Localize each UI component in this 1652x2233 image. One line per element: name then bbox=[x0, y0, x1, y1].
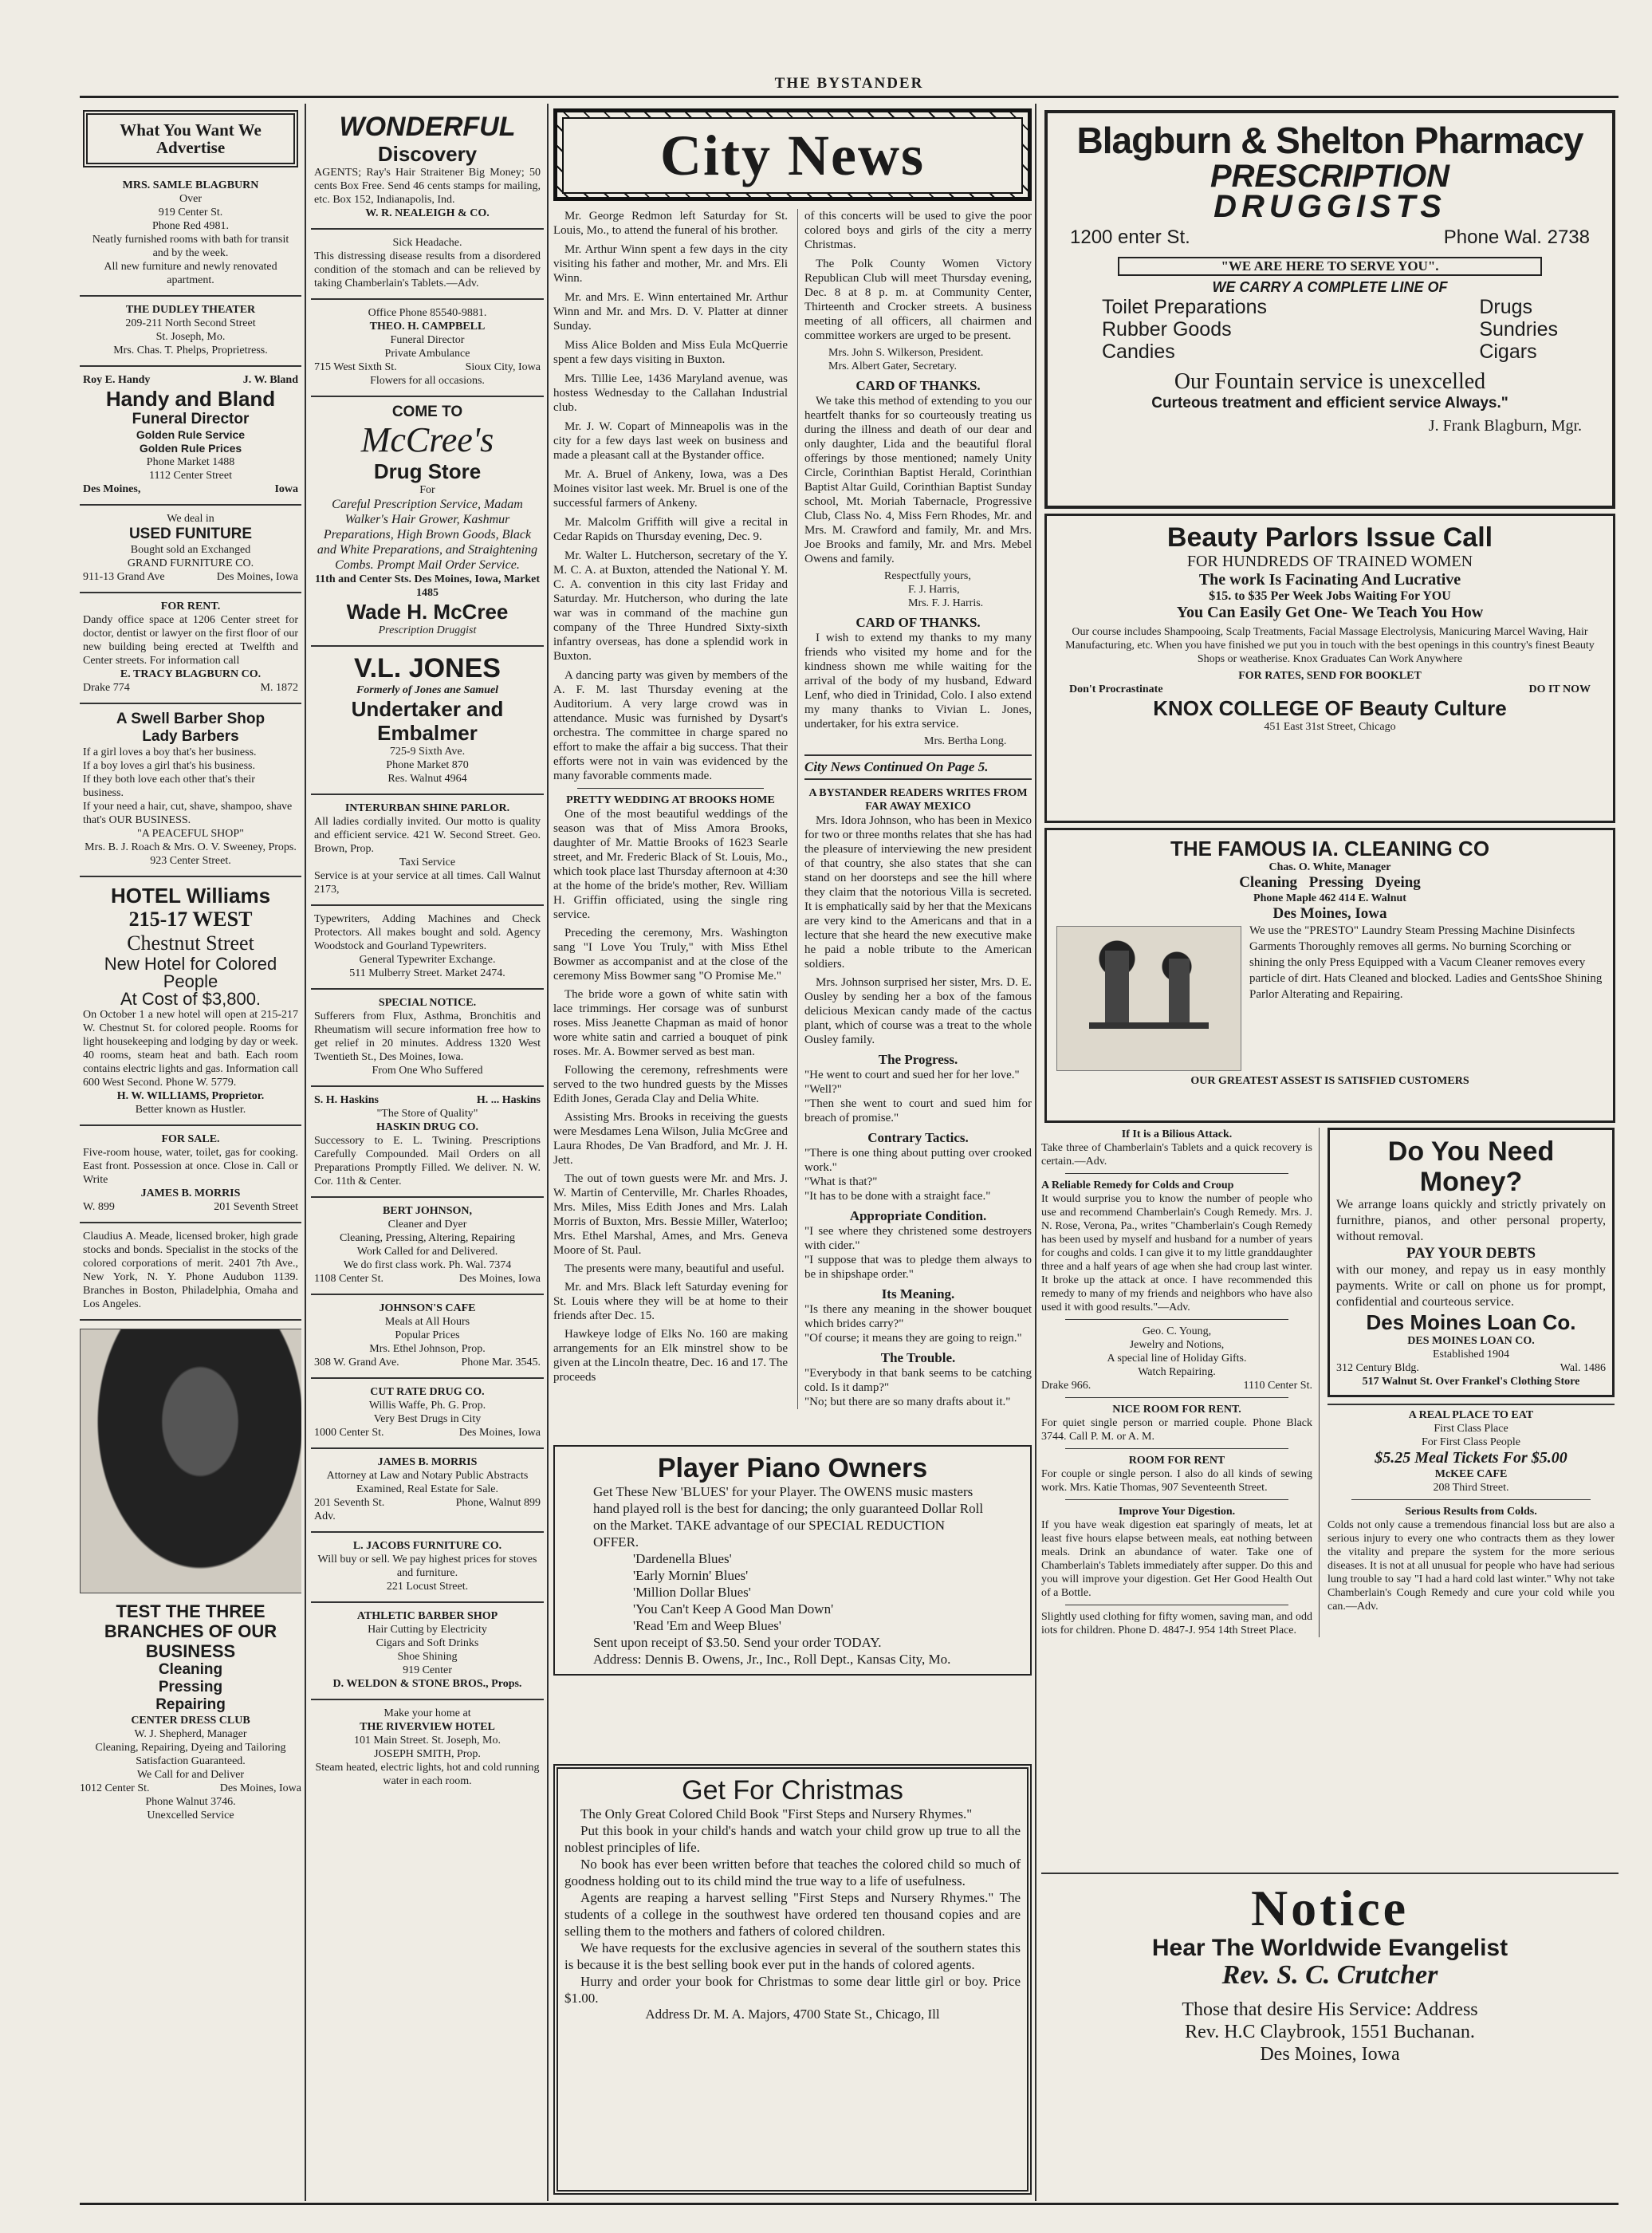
ad-wonderful-discovery: WONDERFUL Discovery AGENTS; Ray's Hair Straitener Big Money; 50 cents Box Free. Send 46 cents stamps for mailing, etc. Box 152, Indianapolis, Ind. W. R. NEALEIGH & CO. bbox=[311, 105, 544, 230]
column-rule-3 bbox=[1035, 104, 1036, 2201]
ad-geo-young: Geo. C. Young, Jewelry and Notions, A special line of Holiday Gifts. Watch Repairing. Drake 966. 1110 Center St. bbox=[1041, 1325, 1312, 1392]
ad-center-dress-club: TEST THE THREE BRANCHES OF OUR BUSINESS Cleaning Pressing Repairing CENTER DRESS CLUB W. J. Shepherd, Manager Cleaning, Repairing, Dyeing and Tailoring Satisfaction Guaranteed. We Call for and Deliver 1012 Center St. Des Moines, Iowa Phone Walnut 3746. Unexcelled Service bbox=[80, 1601, 301, 1821]
ad-meade-broker: Claudius A. Meade, licensed broker, high grade stocks and bonds. Specialist in the stocks of the colored corporations of merit. 2401 7th Ave., New York, N. Y. Phone Audubon 1139. Branches in Boston, Philadelphia, Omaha and Los Angeles. bbox=[80, 1223, 301, 1321]
ad-riverview-hotel: Make your home at THE RIVERVIEW HOTEL 101 Main Street. St. Joseph, Mo. JOSEPH SMITH, Prop. Steam heated, electric lights, hot and cold running water in each room. bbox=[315, 1707, 540, 1787]
column-rule-2 bbox=[547, 104, 549, 2201]
wedding-heading: PRETTY WEDDING AT BROOKS HOME bbox=[566, 794, 775, 806]
mexico-heading: A BYSTANDER READERS WRITES FROM FAR AWAY MEXICO bbox=[808, 787, 1028, 813]
ad-dudley-theater: THE DUDLEY THEATER 209-211 North Second Street St. Joseph, Mo. Mrs. Chas. T. Phelps, Proprietress. bbox=[80, 297, 301, 367]
ad-campbell-funeral: Office Phone 85540-9881. THEO. H. CAMPBELL Funeral Director Private Ambulance 715 West Sixth St. Sioux City, Iowa Flowers for all occasions. bbox=[311, 300, 544, 397]
ad-haskin-drug: S. H. Haskins H. ... Haskins "The Store of Quality" HASKIN DRUG CO. Successory to E. L. Twining. Prescriptions Carefully Compounded. Mail Orders on all Preparations Promptly Filled. We deliver. N. W. Cor. 11th & Center. bbox=[311, 1087, 544, 1198]
ad-get-for-christmas: Get For Christmas The Only Great Colored Child Book "First Steps and Nursery Rhymes." Put this book in your child's hands and watch your child grow up true to all the noblest principles of life. No book has ever been written before that teaches the colored child so much of goodness holding out to its child mind the true way to a life of usefulness. Agents are reaping a harvest selling "First Steps and Nursery Rhymes." The students of a college in the southwest have ordered ten thousand copies and are selling them to the mothers and fathers of colored children. We have requests for the exclusive agencies in several of the southern states this is because it is the best selling book ever put in the hands of colored agents. Hurry and order your book for Christmas to some dear little girl or boy. Price $1.00. Address Dr. M. A. Majors, 4700 State St., Chicago, Ill bbox=[553, 1764, 1032, 2195]
ad-swell-barber-shop: A Swell Barber Shop Lady Barbers If a girl loves a boy that's her business. If a boy loves a girl that's his business. If they both love each other that's their business. If your need a hair, cut, shave, shampoo, shave that's OUR BUSINESS. "A PEACEFUL SHOP" Mrs. B. J. Roach & Mrs. O. V. Sweeney, Props. 923 Center Street. bbox=[80, 704, 301, 877]
ad-player-piano: Player Piano Owners Get These New 'BLUES' for your Player. The OWENS music masters hand played roll is the best for dancing; the only guaranteed Dollar Roll on the Market. TAKE advantage of our SPECIAL REDUCTION OFFER. 'Dardenella Blues' 'Early Mornin' Blues' 'Million Dollar Blues' 'You Can't Keep A Good Man Down' 'Read 'Em and Weep Blues' Sent upon receipt of $3.50. Send your order TODAY. Address: Dennis B. Owens, Jr., Inc., Roll Dept., Kansas City, Mo. bbox=[553, 1445, 1032, 1676]
notice-evangelist: Notice Hear The Worldwide Evangelist Rev. S. C. Crutcher Those that desire His Service: Address Rev. H.C Claybrook, 1551 Buchanan. Des Moines, Iowa bbox=[1041, 1873, 1619, 2066]
ad-johnsons-cafe: JOHNSON'S CAFE Meals at All Hours Popular Prices Mrs. Ethel Johnson, Prop. 308 W. Grand Ave. Phone Mar. 3545. bbox=[311, 1295, 544, 1379]
column-1 bbox=[80, 105, 301, 2203]
ad-sick-headache: Sick Headache. This distressing disease results from a disordered condition of the stomach and can be relieved by taking Chamberlain's Tablets.—Adv. bbox=[311, 230, 544, 300]
ad-cut-rate-drug: CUT RATE DRUG CO. Willis Waffe, Ph. G. Prop. Very Best Drugs in City 1000 Center St. Des Moines, Iowa bbox=[311, 1379, 544, 1449]
column-rule-1 bbox=[305, 104, 306, 2201]
col4-lower bbox=[1041, 1128, 1619, 1637]
city-news-title: City News bbox=[660, 124, 925, 187]
masthead: THE BYSTANDER bbox=[774, 75, 924, 92]
continued-note: City News Continued On Page 5. bbox=[804, 754, 1032, 780]
col4-lower-right: Do You Need Money? We arrange loans quickly and strictly privately on furnithre, pianos, and other personal property, without removal. PAY YOUR DEBTS with our money, and repay us in easy monthly payments. Write or call on phone us for prompt, confidential and courteous service. Des Moines Loan Co. DES MOINES LOAN CO. Established 1904 312 Century Bldg. Wal. 1486 517 Walnut St. Over Frankel's Clothing Store A REAL PLACE TO EAT First Class Place For First Class People $5.25 Meal Tickets For $5.00 McKEE CAFE 208 Third Street. Serious Results from Colds. Colds not only cause a tremendous financial loss but are also a serious injury to every one who contracts them as they lower the vitality and prepare the system for the more serious diseases. It is not at all unusual for people who have had serious lung trouble to say "I had a hard cold last winter." Why not take Chamberlain's Cough Remedy and cure your cold while you can.—Adv. bbox=[1328, 1128, 1615, 1637]
city-news-right: of this concerts will be used to give the poor colored boys and girls of the city a merry Christmas. The Polk County Women Victory Republican Club will meet Thursday evening, Dec. 8 at 8 p. m. at Community Center, Thirteenth and Crocker streets. A business meeting of all officers, all chairmen and committee workers are urged to be present. Mrs. John S. Wilkerson, President. Mrs. Albert Gater, Secretary. CARD OF THANKS. We take this method of extending to you our heartfelt thanks for so courteously treating us during the illness and death of our dear and only daughter, Lida and the beautiful floral offerings by those mentioned; namely Unity Circle, Corinthian Baptist Herald, Corinthian Baptist Altar Guild, Corinthian Baptist Sunday school, Mt. Moriah Tabernacle, Progressive Club, Class No. 4, Miss Fern Rhodes, Mr. and Mrs. M. Crawford and family, Mr. and Mrs. Joe Brooks and family, Mr. and Mrs. Mebel Owens and family. Respectfully yours, F. J. Harris, Mrs. F. J. Harris. CARD OF THANKS. I wish to extend my thanks to my many friends who visited my home and for the kindness shown me while waiting for the arrival of the body of my husband, Edward Lenf, who died in Trinidad, Colo. I also extend my many thanks to Vivian L. Jones, undertaker, for his extra service. Mrs. Bertha Long. City News Continued On Page 5. A BYSTANDER READERS WRITES FROM FAR AWAY MEXICO Mrs. Idora Johnson, who has been in Mexico for two or three months relates that she has had the pleasure of interviewing the new president of that country, she also states that she can stand on her doorsteps and see the hill where they claim that the notorious Villa is secreted. It is emphatically said by her that the Mexicans are very kind to the Americans and that in a lecture that she heard the new executive make he paid a noble tribute to the American soldiers. Mrs. Johnson surprised her sister, Mrs. D. E. Ousley by sending her a box of the famous delicious Mexican candy made of the cactus plant, which of course was a treat to the whole Ousley family. The Progress. "He went to court and sued her for her love." "Well?" "Then she went to court and sued him for breach of promise." Contrary Tactics. "There is one thing about putting over crooked work." "What is that?" "It has to be done with a straight face." Appropriate Condition. "I see where they christened some destroyers with cider." "I suppose that was to pledge them always to be in shipshape order." Its Meaning. "Is there any meaning in the shower bouquet which brides carry?" "Of course; it means they are going to reign." The Trouble. "Everybody in that bank seems to be catching cold. Is it damp?" "No; but there are so many drafts about it." bbox=[797, 209, 1032, 1409]
ad-handy-bland: Roy E. Handy J. W. Bland Handy and Bland Funeral Director Golden Rule Service Golden Rule Prices Phone Market 1488 1112 Center Street Des Moines, Iowa bbox=[80, 367, 301, 506]
bottom-rule bbox=[80, 2203, 1619, 2205]
ad-mckee-cafe: A REAL PLACE TO EAT First Class Place For First Class People $5.25 Meal Tickets For $5.00 McKEE CAFE 208 Third Street. bbox=[1328, 1404, 1615, 1495]
ad-blagburn-shelton-pharmacy: Blagburn & Shelton Pharmacy PRESCRIPTION DRUGGISTS 1200 enter St. Phone Wal. 2738 "WE ARE HERE TO SERVE YOU". WE CARRY A COMPLETE LINE OF Toilet Preparations Rubber Goods Candies Drugs Sundries Cigars Our Fountain service is unexcelled Curteous treatment and efficient service Always." J. Frank Blagburn, Mgr. bbox=[1044, 110, 1615, 509]
col4-lower-left: If It is a Bilious Attack. Take three of Chamberlain's Tablets and a quick recovery is certain.—Adv. A Reliable Remedy for Colds and Croup It would surprise you to know the number of people who use and recommend Chamberlain's Cough Remedy. Mrs. J. N. Rose, Verona, Pa., writes "Chamberlain's Cough Remedy has been used by myself and husband for a number of years for coughs and colds. I can give it to my little granddaughter three and a half years of age when she had croup last winter. It broke up the attack at once. I have recommended this remedy to many of my friends and neighbors who have also used it with good results."—Adv. Geo. C. Young, Jewelry and Notions, A special line of Holiday Gifts. Watch Repairing. Drake 966. 1110 Center St. NICE ROOM FOR RENT. For quiet single person or married couple. Phone Black 3744. Call P. M. or A. M. ROOM FOR RENT For couple or single person. I also do all kinds of sewing work. Mrs. Katie Thomas, 907 Seventeenth Street. Improve Your Digestion. If you have weak digestion eat sparingly of meats, let at least five hours elapse between meals, eat nothing between meals. Drink an abundance of water. Take one of Chamberlain's Tablets immediately after supper. Do this and you will improve your digestion. Get Her Good Health Out of a Bottle. Slightly used clothing for fifty women, saving man, and odd iots for children. Phone D. 4847-J. 954 14th Street Place. bbox=[1041, 1128, 1320, 1637]
ad-vl-jones: V.L. JONES Formerly of Jones ane Samuel Undertaker and Embalmer 725-9 Sixth Ave. Phone Market 870 Res. Walnut 4964 bbox=[311, 647, 544, 795]
ad-for-rent: FOR RENT. Dandy office space at 1206 Center street for doctor, dentist or lawyer on the first floor of our new building being erected at Twelfth and Center streets. For information call E. TRACY BLAGBURN CO. Drake 774 M. 1872 bbox=[80, 593, 301, 704]
city-news-left: Mr. George Redmon left Saturday for St. Louis, Mo., to attend the funeral of his brother. Mr. Arthur Winn spent a few days in the city visiting his father and mother, Mr. and Mrs. Eli Winn. Mr. and Mrs. E. Winn entertained Mr. Arthur Winn and Mr. and Mrs. D. V. Platter at dinner Sunday. Miss Alice Bolden and Miss Eula McQuerrie spent a few days visiting in Buxton. Mrs. Tillie Lee, 1436 Maryland avenue, was hostess Wednesday to the Callahan Industrial club. Mr. J. W. Copart of Minneapolis was in the city for a few days last week on business and made a pleasant call at the Bystander office. Mr. A. Bruel of Ankeny, Iowa, was a Des Moines visitor last week. Mr. Bruel is one of the successful farmers of Ankeny. Mr. Malcolm Griffith will give a recital in Cedar Rapids on Thursday evening, Dec. 9. Mr. Walter L. Hutcherson, secretary of the Y. M. C. A. at Buxton, attended the National Y. M. C. A. convention in this city last Friday and Saturday. Mr. Hutcherson, who during the late war was in command of the machine gun company of the Three Hundred Sixty-sixth infantry overseas, has done a splendid work in Buxton. A dancing party was given by members of the A. F. M. last Thursday evening at the Auditorium. A very large crowd was in attendance. Music was furnished by Dysart's orchestra. The committee in charge spared no effort to make the affair a big success. That their efforts were not in vain was evidenced by the many favorable comments made. PRETTY WEDDING AT BROOKS HOME One of the most beautiful weddings of the season was that of Miss Amora Brooks, daughter of Mr. Mattie Brooks of 1623 Searle street, and Mr. Frederic Black of St. Louis, Mo., which took place last Thursday afternoon at 4:30 at the home of the bride's mother, Rev. William H. Griffin officiated, using the single ring service. Preceding the ceremony, Mrs. Washington sang "I Love You Truly," with Miss Ethel Bowmer as accompanist and at the close of the ceremony Miss Bowmer sang "O Promise Me." The bride wore a gown of white satin with lace trimmings. Her corsage was of sunburst roses. Miss Jeanette Chapman as maid of honor wore white satin and carried a bouquet of pink roses. Mr. A. Bowmer served as best man. Following the ceremony, refreshments were served to the two hundred guests by the Misses Edith Jones, Gerada Clay and Delia White. Assisting Mrs. Brooks in receiving the guests were Mesdames Lena Wilson, Julia McGree and Laura Rhodes, De Van Bradford, and Mr. J. H. Jett. The out of town guests were Mr. and Mrs. J. W. Martin of Centerville, Mr. Charles Rhoades, Mrs. Miles, Miss Edith Jones and Mrs. Lalah Morris of Buxton, Mrs. Bessie Miller, Waterloo; Mrs. Ethel Marshal, Ames, and Mrs. Geneva Moore of St. Paul. The presents were many, beautiful and useful. Mr. and Mrs. Black left Saturday evening for St. Louis where they will be at home to their friends after Dec. 15. Hawkeye lodge of Elks No. 160 are making arrangements for an Elk minstrel show to be given at the Lincoln theatre, Dec. 16 and 17. The proceeds bbox=[553, 210, 788, 1384]
city-news-columns bbox=[553, 209, 1032, 1409]
steam-pressing-machine-illustration bbox=[1056, 926, 1241, 1071]
advertise-header-box: What You Want We Advertise bbox=[83, 110, 298, 167]
ad-grand-furniture: We deal in USED FUNITURE Bought sold an Exchanged GRAND FURNITURE CO. 911-13 Grand Ave Des Moines, Iowa bbox=[80, 506, 301, 593]
ad-blagburn-rooms: MRS. SAMLE BLAGBURN Over 919 Center St. Phone Red 4981. Neatly furnished rooms with bath for transit and by the week. All new furniture and newly renovated apartment. bbox=[80, 172, 301, 297]
ad-famous-ia-cleaning: THE FAMOUS IA. CLEANING CO Chas. O. White, Manager Cleaning Pressing Dyeing Phone Maple 462 414 E. Walnut Des Moines, Iowa We use the "PRESTO" Laundry Steam Pressing Machine Disinfects Garments Thoroughly removes all germs. No burning Scorching or shining the only Press Equipped with a Vacum Cleaner removes every particle of dirt. Hats Cleaned and blocked. Ladies and GentsShoe Shining Parlor Alterating and Repairing. OUR GREATEST ASSEST IS SATISFIED CUSTOMERS bbox=[1044, 828, 1615, 1123]
ad-jacobs-furniture: L. JACOBS FURNITURE CO. Will buy or sell. We pay highest prices for stoves and furniture. 221 Locust Street. bbox=[311, 1533, 544, 1603]
city-news-banner bbox=[553, 108, 1032, 201]
column-3-city-news bbox=[553, 105, 1032, 2203]
ad-special-notice: SPECIAL NOTICE. Sufferers from Flux, Asthma, Bronchitis and Rheumatism will secure information free how to get relief in 20 minutes. Address 1320 West Twentieth St., Des Moines, Iowa. From One Who Suffered bbox=[311, 990, 544, 1087]
top-rule bbox=[80, 96, 1619, 98]
ad-typewriters: Typewriters, Adding Machines and Check Protectors. All makes bought and sold. Agency Woodstock and Gourland Typewriters. General Typewriter Exchange. 511 Mulberry Street. Market 2474. bbox=[311, 906, 544, 990]
portrait-photo bbox=[80, 1329, 301, 1593]
column-4 bbox=[1041, 105, 1619, 2203]
ad-james-morris: JAMES B. MORRIS Attorney at Law and Notary Public Abstracts Examined, Real Estate for Sale. 201 Seventh St. Phone, Walnut 899 Adv. bbox=[311, 1449, 544, 1533]
ad-bert-johnson: BERT JOHNSON, Cleaner and Dyer Cleaning, Pressing, Altering, Repairing Work Called for and Delivered. We do first class work. Ph. Wal. 7374 1108 Center St. Des Moines, Iowa bbox=[311, 1198, 544, 1295]
ad-athletic-barber: ATHLETIC BARBER SHOP Hair Cutting by Electricity Cigars and Soft Drinks Shoe Shining 919 Center D. WELDON & STONE BROS., Props. bbox=[311, 1603, 544, 1700]
ad-mccree-drug-store: COME TO McCree's Drug Store For Careful Prescription Service, Madam Walker's Hair Grower, Kashmur Preparations, High Brown Goods, Black and White Preparations, and Straightening Combs. Prompt Mail Order Service. 11th and Center Sts. Des Moines, Iowa, Market 1485 Wade H. McCree Prescription Druggist bbox=[311, 397, 544, 647]
ad-des-moines-loan: Do You Need Money? We arrange loans quickly and strictly privately on furnithre, pianos, and other personal property, without removal. PAY YOUR DEBTS with our money, and repay us in easy monthly payments. Write or call on phone us for prompt, confidential and courteous service. Des Moines Loan Co. DES MOINES LOAN CO. Established 1904 312 Century Bldg. Wal. 1486 517 Walnut St. Over Frankel's Clothing Store bbox=[1328, 1128, 1615, 1397]
ad-beauty-parlors: Beauty Parlors Issue Call FOR HUNDREDS OF TRAINED WOMEN The work Is Facinating And Lucrative $15. to $35 Per Week Jobs Waiting For YOU You Can Easily Get One- We Teach You How Our course includes Shampooing, Scalp Treatments, Facial Massage Electrolysis, Manicuring Marcel Waving, Hair Manufacturing, etc. When you have finished we put you in touch with the best openings in this country's finest Beauty Shops or weatherise. Knox Graduates Can Work Anywhere FOR RATES, SEND FOR BOOKLET Don't Procrastinate DO IT NOW KNOX COLLEGE OF Beauty Culture 451 East 31st Street, Chicago bbox=[1044, 514, 1615, 823]
ad-hotel-williams: HOTEL Williams 215-17 WEST Chestnut Street New Hotel for Colored People At Cost of $3,800. On October 1 a new hotel will open at 215-217 W. Chestnut St. for colored people. Rooms for light housekeeping and lodging by day or week. 40 rooms, steam heat and bath. Each room contains electric lights and gas. Information call 600 West Second. Phone W. 5779. H. W. WILLIAMS, Proprietor. Better known as Hustler. bbox=[80, 877, 301, 1126]
column-2 bbox=[311, 105, 544, 2203]
ad-interurban-shine: INTERURBAN SHINE PARLOR. All ladies cordially invited. Our motto is quality and efficient service. 421 W. Second Street. Geo. Brown, Prop. Taxi Service Service is at your service at all times. Call Walnut 2173, bbox=[311, 795, 544, 906]
ad-for-sale: FOR SALE. Five-room house, water, toilet, gas for cooking. East front. Possession at once. Close in. Call or Write JAMES B. MORRIS W. 899 201 Seventh Street bbox=[80, 1126, 301, 1223]
